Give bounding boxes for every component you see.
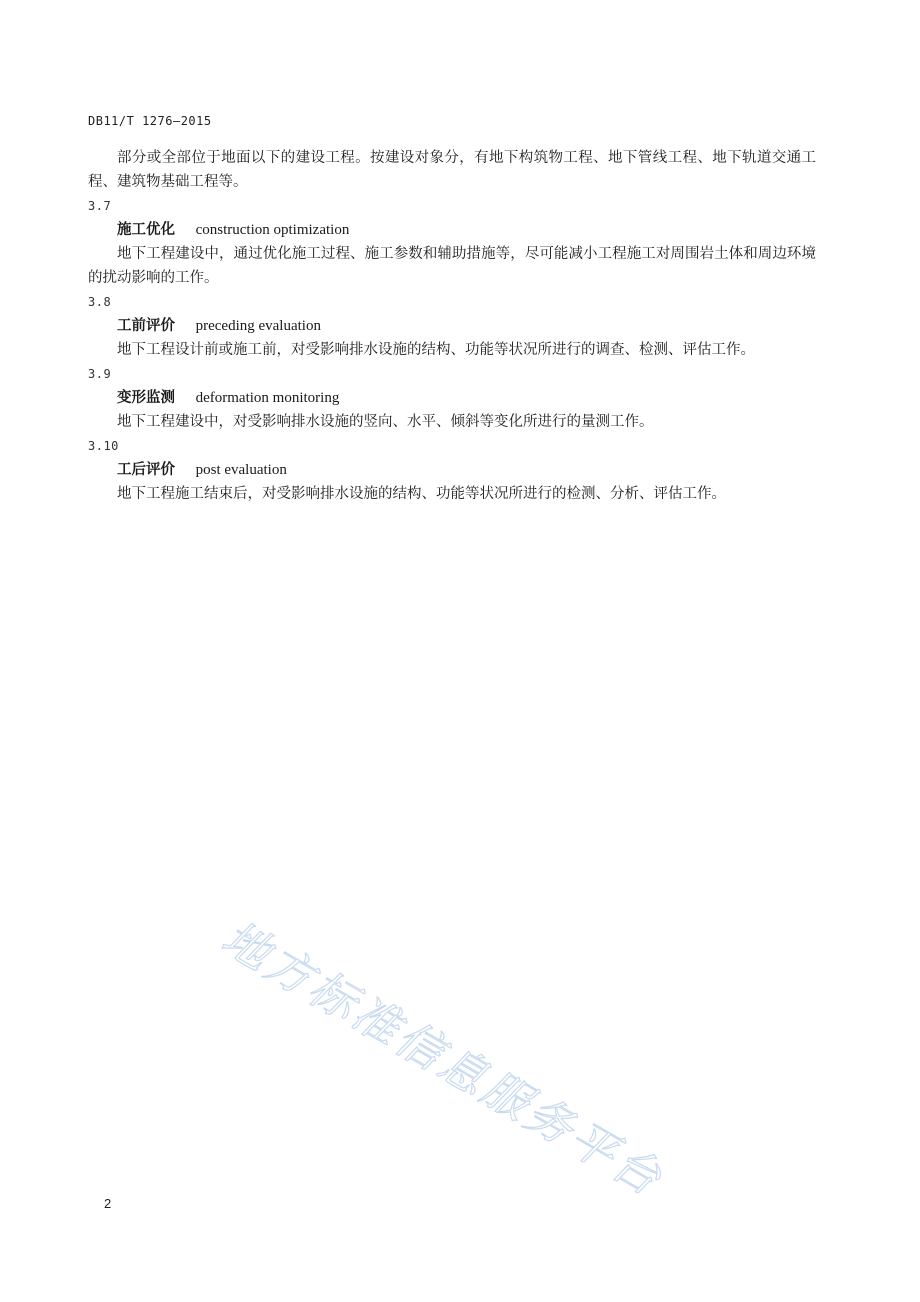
term-english: post evaluation: [195, 462, 287, 478]
term-heading: [88, 386, 816, 410]
clause-number: 3.10: [88, 439, 119, 453]
term-english: deformation monitoring: [195, 390, 340, 406]
clause-number: 3.9: [88, 367, 112, 381]
clause-3-7: [88, 194, 816, 290]
term-chinese: 施工优化: [117, 222, 175, 238]
term-definition: 地下工程施工结束后，对受影响排水设施的结构、功能等状况所进行的检测、分析、评估工作。: [117, 486, 726, 502]
term-definition: 地下工程建设中，对受影响排水设施的竖向、水平、倾斜等变化所进行的量测工作。: [117, 414, 654, 430]
clause-3-8: [88, 290, 816, 362]
term-heading: [88, 314, 816, 338]
page-number: 2: [104, 1196, 112, 1211]
document-body: [88, 146, 816, 506]
term-chinese: 工后评价: [117, 462, 175, 478]
clause-3-10: [88, 434, 816, 506]
term-heading: [88, 218, 816, 242]
clause-3-9: [88, 362, 816, 434]
clause-number: 3.7: [88, 199, 112, 213]
term-chinese: 变形监测: [117, 390, 175, 406]
term-definition: 地下工程设计前或施工前，对受影响排水设施的结构、功能等状况所进行的调查、检测、评估工作。: [117, 342, 755, 358]
term-heading: [88, 458, 816, 482]
clause-number: 3.8: [88, 295, 112, 309]
intro-paragraph: 部分或全部位于地面以下的建设工程。按建设对象分，有地下构筑物工程、地下管线工程、地下轨道交通工程、建筑物基础工程等。: [88, 150, 816, 190]
term-english: preceding evaluation: [195, 318, 321, 334]
document-code: DB11/T 1276—2015: [88, 114, 212, 128]
term-english: construction optimization: [195, 222, 350, 238]
term-definition: 地下工程建设中，通过优化施工过程、施工参数和辅助措施等，尽可能减小工程施工对周围岩土体和周边环境的扰动影响的工作。: [88, 246, 816, 286]
term-chinese: 工前评价: [117, 318, 175, 334]
watermark-text: 地方标准信息服务平台: [213, 910, 674, 1207]
